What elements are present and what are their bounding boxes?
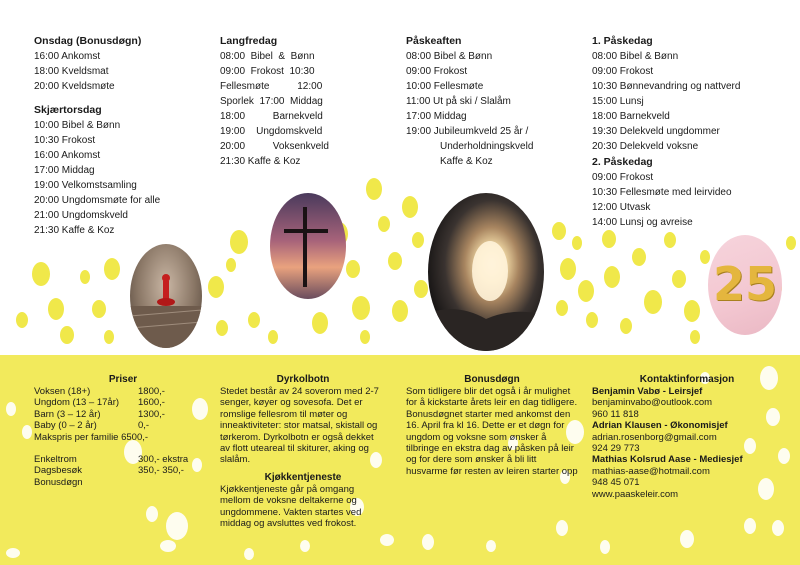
decorative-dot: [48, 298, 64, 320]
schedule-line: 16:00 Ankomst: [34, 51, 101, 62]
decorative-dot: [6, 402, 16, 416]
schedule-line: 08:00 Bibel & Bønn: [592, 51, 679, 62]
decorative-dot: [346, 260, 360, 278]
price-value: 0,-: [138, 420, 150, 432]
schedule-line: 17:00 Middag: [406, 111, 467, 122]
decorative-dot: [226, 258, 236, 272]
kitchen-title: Kjøkkentjeneste: [264, 471, 342, 483]
schedule-line: 09:00 Frokost: [592, 66, 654, 77]
schedule-line: 09:00 Frokost: [592, 172, 654, 183]
decorative-dot: [378, 216, 390, 232]
bonus-title: Bonusdøgn: [464, 374, 520, 385]
contact-phone-mediesjef: 948 45 071: [592, 477, 640, 489]
decorative-dot: [572, 236, 582, 250]
decorative-dot: [744, 518, 756, 534]
schedule-line: 19:00 Velkomstsamling: [34, 180, 137, 191]
prices-rows: [34, 386, 212, 432]
bonus-text: Som tidligere blir det også i år mulighet for å kickstarte årets leir en dag tidligere. Bonusdøgnet starter med ankomst den 16. April fra kl 16. Dette er et døgn for ungdom og voksne som ønsker å tilbringe en ekstra dag av påsken på leir og for dere som ønsker å bli litt husvarme før resten av leiren starter opp: [406, 386, 578, 477]
decorative-dot: [360, 330, 370, 344]
day-title-1-paaskedag: 1. Påskedag: [592, 35, 653, 47]
contact-email-leirsjef[interactable]: benjaminvabo@outlook.com: [592, 397, 713, 409]
decorative-dot: [388, 252, 402, 270]
schedule-line: 21:30 Kaffe & Koz: [220, 156, 301, 167]
price-row: [34, 465, 212, 476]
schedule-line: 15:00 Lunsj: [592, 96, 644, 107]
price-row: [34, 409, 212, 420]
day-lines-paaskeaften: [406, 49, 566, 169]
decorative-dot: [602, 230, 616, 248]
contact-name-leirsjef: Benjamin Vabø - Leirsjef: [592, 386, 703, 397]
schedule-line: 19:30 Delekveld ungdommer: [592, 126, 720, 137]
decorative-dot: [772, 520, 784, 536]
schedule-line: 11:00 Ut på ski / Slalåm: [406, 96, 511, 107]
schedule-line: 12:00 Utvask: [592, 202, 651, 213]
prices-extra-rows: [34, 454, 212, 488]
decorative-dot: [560, 258, 576, 280]
decorative-dot: [620, 318, 632, 334]
tomb-icon: [428, 193, 544, 351]
contact-name-okonomisjef: Adrian Klausen - Økonomisjef: [592, 420, 728, 432]
day-lines-onsdag: [34, 49, 214, 94]
price-label: Ungdom (13 – 17år): [34, 397, 120, 409]
price-row: [34, 477, 212, 488]
contact-email-mediesjef[interactable]: mathias-aase@hotmail.com: [592, 465, 710, 477]
prices-max: Makspris per familie 6500,-: [34, 431, 149, 443]
decorative-dot: [600, 540, 610, 554]
schedule-line: 20:30 Delekveld voksne: [592, 141, 699, 152]
price-value: 350,- 350,-: [138, 465, 184, 477]
price-label: Baby (0 – 2 år): [34, 420, 97, 432]
price-label: Dagsbesøk: [34, 465, 83, 477]
price-label: Enkeltrom: [34, 454, 77, 466]
decorative-dot: [672, 270, 686, 288]
decorative-dot: [216, 320, 228, 336]
contact-phone-leirsjef: 960 11 818: [592, 408, 639, 420]
contact-phone-okonomisjef: 924 29 773: [592, 443, 640, 455]
decorative-dot: [16, 312, 28, 328]
decorative-dot: [22, 425, 32, 439]
decorative-dot: [230, 230, 248, 254]
dyrkolbotn-text: Stedet består av 24 soverom med 2-7 senger, køyer og sovesofa. Det er romslige fellesrom til møter og inneaktiviteter: stor matsal, skistall og tørkerom. Dyrkolbotn er også dekket av flott uteareal til skiturer, aking og slalåm.: [220, 386, 379, 466]
decorative-dot: [684, 300, 700, 322]
price-row: [34, 454, 212, 465]
decorative-dot: [486, 540, 496, 552]
decorative-dot: [146, 506, 158, 522]
day-title-paaskeaften: Påskeaften: [406, 35, 462, 47]
decorative-dot: [166, 512, 188, 540]
schedule-line: 21:30 Kaffe & Koz: [34, 225, 115, 236]
decorative-dot: [352, 296, 370, 320]
prices-title: Priser: [108, 374, 138, 385]
decorative-dot: [244, 548, 254, 560]
decorative-dot: [92, 300, 106, 318]
decorative-dot: [690, 330, 700, 344]
price-value: 1600,-: [138, 397, 165, 409]
schedule-column-2: [220, 33, 328, 169]
day-title-onsdag: Onsdag (Bonusdøgn): [34, 35, 142, 47]
schedule-line: 21:00 Ungdomskveld: [34, 210, 128, 221]
schedule-line: 08:00 Bibel & Bønn: [220, 51, 315, 62]
decorative-dot: [32, 262, 50, 286]
cross-sunset-photo: [270, 193, 346, 299]
decorative-dot: [556, 300, 568, 316]
schedule-line: 10:30 Fellesmøte med leirvideo: [592, 187, 732, 198]
schedule-line: 14:00 Lunsj og avreise: [592, 217, 693, 228]
dyrkolbotn-title: Dyrkolbotn: [276, 374, 330, 385]
schedule-line: 16:00 Ankomst: [34, 150, 101, 161]
schedule-line: 19:00 Jubileumkveld 25 år /: [406, 126, 529, 137]
schedule-line: 17:00 Middag: [34, 165, 95, 176]
schedule-line: 18:00 Kveldsmat: [34, 66, 109, 77]
anniversary-25-number: 25: [712, 257, 777, 311]
decorative-dot: [380, 534, 394, 546]
decorative-dot: [6, 548, 20, 558]
decorative-dot: [392, 300, 408, 322]
schedule-line: Underholdningskveld: [440, 141, 534, 152]
empty-tomb-photo: [428, 193, 544, 351]
price-value: 300,- ekstra: [138, 454, 189, 466]
schedule-line: Sporlek 17:00 Middag: [220, 96, 323, 107]
price-row: [34, 397, 212, 408]
decorative-dot: [556, 520, 568, 536]
decorative-dot: [312, 312, 328, 334]
day-title-2-paaskedag: 2. Påskedag: [592, 156, 653, 168]
schedule-line: 18:00 Barnekveld: [592, 111, 670, 122]
schedule-line: 09:00 Frokost: [406, 66, 468, 77]
price-row: [34, 420, 212, 431]
decorative-dot: [366, 178, 382, 200]
contact-website[interactable]: www.paaskeleir.com: [592, 488, 679, 500]
prices-section: [34, 374, 212, 488]
decorative-dot: [786, 236, 796, 250]
bonus-section: [406, 374, 578, 477]
chess-piece-icon: [130, 244, 202, 348]
day-title-langfredag: Langfredag: [220, 35, 278, 47]
schedule-line: 20:00 Voksenkveld: [220, 141, 329, 152]
day-lines-1-paaskedag: [592, 49, 782, 154]
decorative-dot: [248, 312, 260, 328]
decorative-dot: [60, 326, 74, 344]
schedule-line: 10:00 Fellesmøte: [406, 81, 484, 92]
price-label: Barn (3 – 12 år): [34, 408, 101, 420]
decorative-dot: [578, 280, 594, 302]
day-title-skjaertorsdag: Skjærtorsdag: [34, 104, 102, 116]
decorative-dot: [414, 280, 428, 298]
chess-piece-photo: [130, 244, 202, 348]
schedule-column-1: [34, 33, 214, 238]
decorative-dot: [160, 540, 176, 552]
schedule-line: Fellesmøte 12:00: [220, 81, 323, 92]
schedule-line: 20:00 Ungdomsmøte for alle: [34, 195, 161, 206]
decorative-dot: [664, 232, 676, 248]
decorative-dot: [632, 248, 646, 266]
decorative-dot: [412, 232, 424, 248]
decorative-dot: [80, 270, 90, 284]
schedule-column-3: [406, 33, 566, 169]
contact-section: [592, 374, 782, 500]
decorative-dot: [586, 312, 598, 328]
day-lines-skjaertorsdag: [34, 118, 214, 238]
schedule-line: 08:00 Bibel & Bønn: [406, 51, 493, 62]
decorative-dot: [402, 196, 418, 218]
schedule-line: 18:00 Barnekveld: [220, 111, 323, 122]
decorative-dot: [604, 266, 620, 288]
decorative-dot: [644, 290, 662, 314]
anniversary-25-photo: [708, 235, 782, 335]
contact-email-okonomisjef[interactable]: adrian.rosenborg@gmail.com: [592, 431, 717, 443]
price-label: Bonusdøgn: [34, 476, 83, 488]
price-value: 1300,-: [138, 408, 165, 420]
schedule-line: 10:30 Frokost: [34, 135, 96, 146]
decorative-dot: [268, 330, 278, 344]
decorative-dot: [680, 530, 694, 548]
schedule-line: 10:30 Bønnevandring og nattverd: [592, 81, 741, 92]
schedule-line: 10:00 Bibel & Bønn: [34, 120, 121, 131]
cross-icon: [270, 193, 346, 299]
schedule-line: 20:00 Kveldsmøte: [34, 81, 115, 92]
schedule-line: 19:00 Ungdomskveld: [220, 126, 323, 137]
dyrkolbotn-section: [220, 374, 386, 529]
contact-title: Kontaktinformasjon: [639, 374, 735, 385]
price-row: [34, 386, 212, 397]
decorative-dot: [552, 222, 566, 240]
day-lines-2-paaskedag: [592, 170, 782, 230]
decorative-dot: [104, 258, 120, 280]
schedule-line: 09:00 Frokost 10:30: [220, 66, 315, 77]
decorative-dot: [208, 276, 224, 298]
decorative-dot: [422, 534, 434, 550]
kitchen-text: Kjøkkentjeneste går på omgang mellom de voksne deltakerne og ungdommene. Vakten startes ved middag og avsluttes ved frokost.: [220, 483, 362, 530]
schedule-line: Kaffe & Koz: [440, 156, 493, 167]
price-value: 1800,-: [138, 386, 165, 397]
decorative-dot: [300, 540, 310, 552]
decorative-dot: [104, 330, 114, 344]
price-label: Voksen (18+): [34, 386, 91, 397]
day-lines-langfredag: [220, 49, 328, 169]
schedule-column-4: [592, 33, 782, 230]
contact-name-mediesjef: Mathias Kolsrud Aase - Mediesjef: [592, 454, 743, 466]
